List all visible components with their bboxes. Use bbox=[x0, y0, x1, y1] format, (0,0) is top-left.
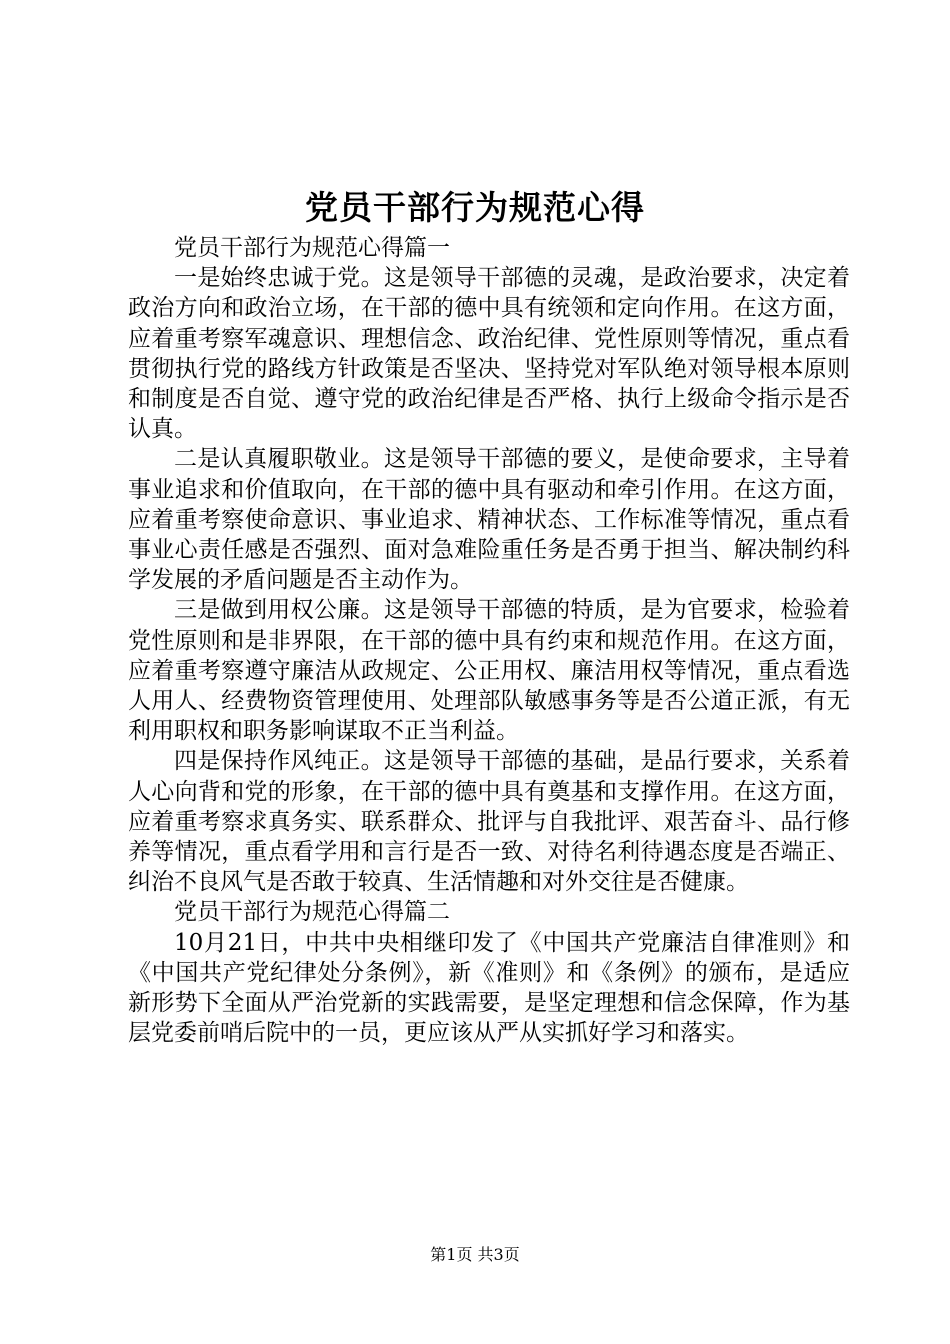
paragraph-regulations: 10月21日，中共中央相继印发了《中国共产党廉洁自律准则》和《中国共产党纪律处分条例》，新《准则》和《条例》的颁布，是适应新形势下全面从严治党新的实践需要，是坚定理想和信念保障，作为基层党委前哨后院中的一员，更应该从严从实抓好学习和落实。 bbox=[128, 929, 850, 1047]
paragraph-dedication: 二是认真履职敬业。这是领导干部德的要义，是使命要求，主导着事业追求和价值取向，在干部的德中具有驱动和牵引作用。在这方面，应着重考察使命意识、事业追求、精神状态、工作标准等情况，重点看事业心责任感是否强烈、面对急难险重任务是否勇于担当、解决制约科学发展的矛盾问题是否主动作为。 bbox=[128, 446, 850, 594]
section-heading-2: 党员干部行为规范心得篇二 bbox=[174, 899, 450, 926]
paragraph-loyalty: 一是始终忠诚于党。这是领导干部德的灵魂，是政治要求，决定着政治方向和政治立场，在干部的德中具有统领和定向作用。在这方面，应着重考察军魂意识、理想信念、政治纪律、党性原则等情况，重点看贯彻执行党的路线方针政策是否坚决、坚持党对军队绝对领导根本原则和制度是否自觉、遵守党的政治纪律是否严格、执行上级命令指示是否认真。 bbox=[128, 265, 850, 443]
document-title: 党员干部行为规范心得 bbox=[305, 188, 645, 227]
paragraph-integrity: 三是做到用权公廉。这是领导干部德的特质，是为官要求，检验着党性原则和是非界限，在干部的德中具有约束和规范作用。在这方面，应着重考察遵守廉洁从政规定、公正用权、廉洁用权等情况，重点看选人用人、经费物资管理使用、处理部队敏感事务等是否公道正派，有无利用职权和职务影响谋取不正当利益。 bbox=[128, 597, 850, 745]
section-heading-1: 党员干部行为规范心得篇一 bbox=[174, 235, 450, 261]
document-body bbox=[128, 233, 850, 1048]
page-number-footer: 第1页 共3页 bbox=[430, 1245, 520, 1264]
paragraph-conduct: 四是保持作风纯正。这是领导干部德的基础，是品行要求，关系着人心向背和党的形象，在干部的德中具有奠基和支撑作用。在这方面，应着重考察求真务实、联系群众、批评与自我批评、艰苦奋斗、品行修养等情况，重点看学用和言行是否一致、对待名利待遇态度是否端正、纠治不良风气是否敢于较真、生活情趣和对外交往是否健康。 bbox=[128, 748, 850, 896]
